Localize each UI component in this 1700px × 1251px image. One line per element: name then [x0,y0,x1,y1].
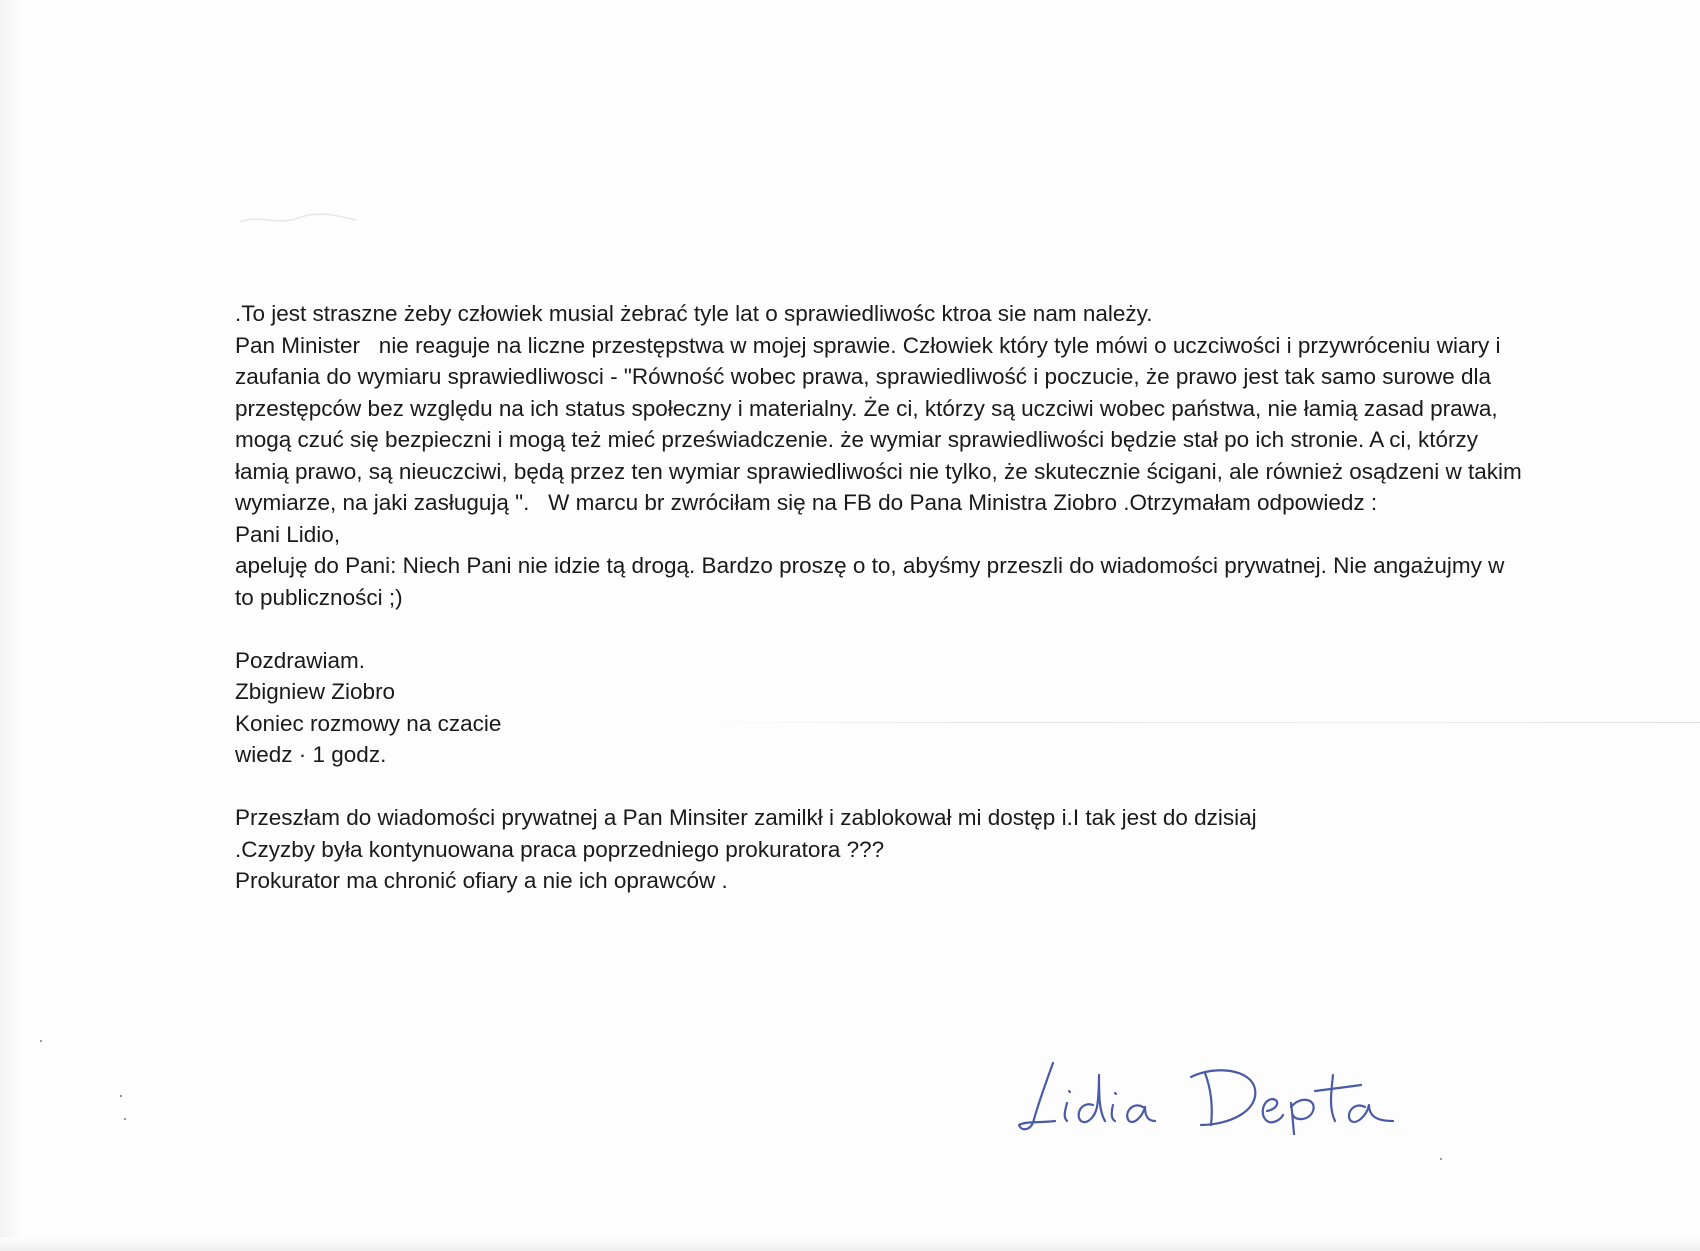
scan-edge-left [0,0,22,1251]
scan-speck [40,1040,42,1042]
paragraph-gap [235,613,1525,645]
scan-speck [120,1095,122,1097]
scan-speck [1440,1158,1442,1160]
question-paragraph: .Czyzby była kontynuowana praca poprzedniego prokuratora ??? [235,836,885,862]
quoted-closing: Pozdrawiam. [235,647,366,673]
paragraph-gap [235,771,1525,803]
follow-up-paragraph: Przeszłam do wiadomości prywatnej a Pan Minsiter zamilkł i zablokował mi dostęp i.I tak jest do dzisiaj [235,805,1257,830]
scan-edge-bottom [0,1237,1700,1251]
letter-body [235,298,1529,897]
quoted-message: apeluję do Pani: Niech Pani nie idzie tą drogą. Bardzo proszę o to, abyśmy przeszli do wiadomości prywatnej. Nie angażujmy w to publiczności ;) [235,553,1511,610]
chat-end-status: Koniec rozmowy na czacie [235,710,502,736]
faint-scan-smudge [238,210,358,228]
chat-timestamp: wiedz · 1 godz. [235,742,387,767]
closing-statement: Prokurator ma chronić ofiary a nie ich oprawców . [235,868,728,893]
quoted-author: Zbigniew Ziobro [235,679,396,704]
quoted-greeting: Pani Lidio, [235,521,341,547]
opening-paragraph: .To jest straszne żeby człowiek musial żebrać tyle lat o sprawiedliwośc ktroa sie nam należy. [235,301,1153,326]
scan-speck [124,1118,126,1120]
handwritten-signature [1015,1045,1415,1135]
main-paragraph: Pan Minister nie reaguje na liczne przestępstwa w mojej sprawie. Człowiek który tyle mówi o uczciwości i przywróceniu wiary i zaufania do wymiaru sprawiedliwosci - "Równość wobec prawa, sprawiedliwość i poczucie, że prawo jest tak samo surowe dla przestępców bez względu na ich status społeczny i materialny. Że ci, którzy są uczciwi wobec państwa, nie łamią zasad prawa, mogą czuć się bezpieczni i mogą też mieć przeświadczenie. że wymiar sprawiedliwości będzie stał po ich stronie. A ci, którzy łamią prawo, są nieuczciwi, będą przez ten wymiar sprawiedliwości nie tylko, że skutecznie ścigani, ale również osądzeni w takim wymiarze, na jaki zasługują ". W marcu br zwróciłam się na FB do Pana Ministra Ziobro .Otrzymałam odpowiedz : [235,332,1529,515]
